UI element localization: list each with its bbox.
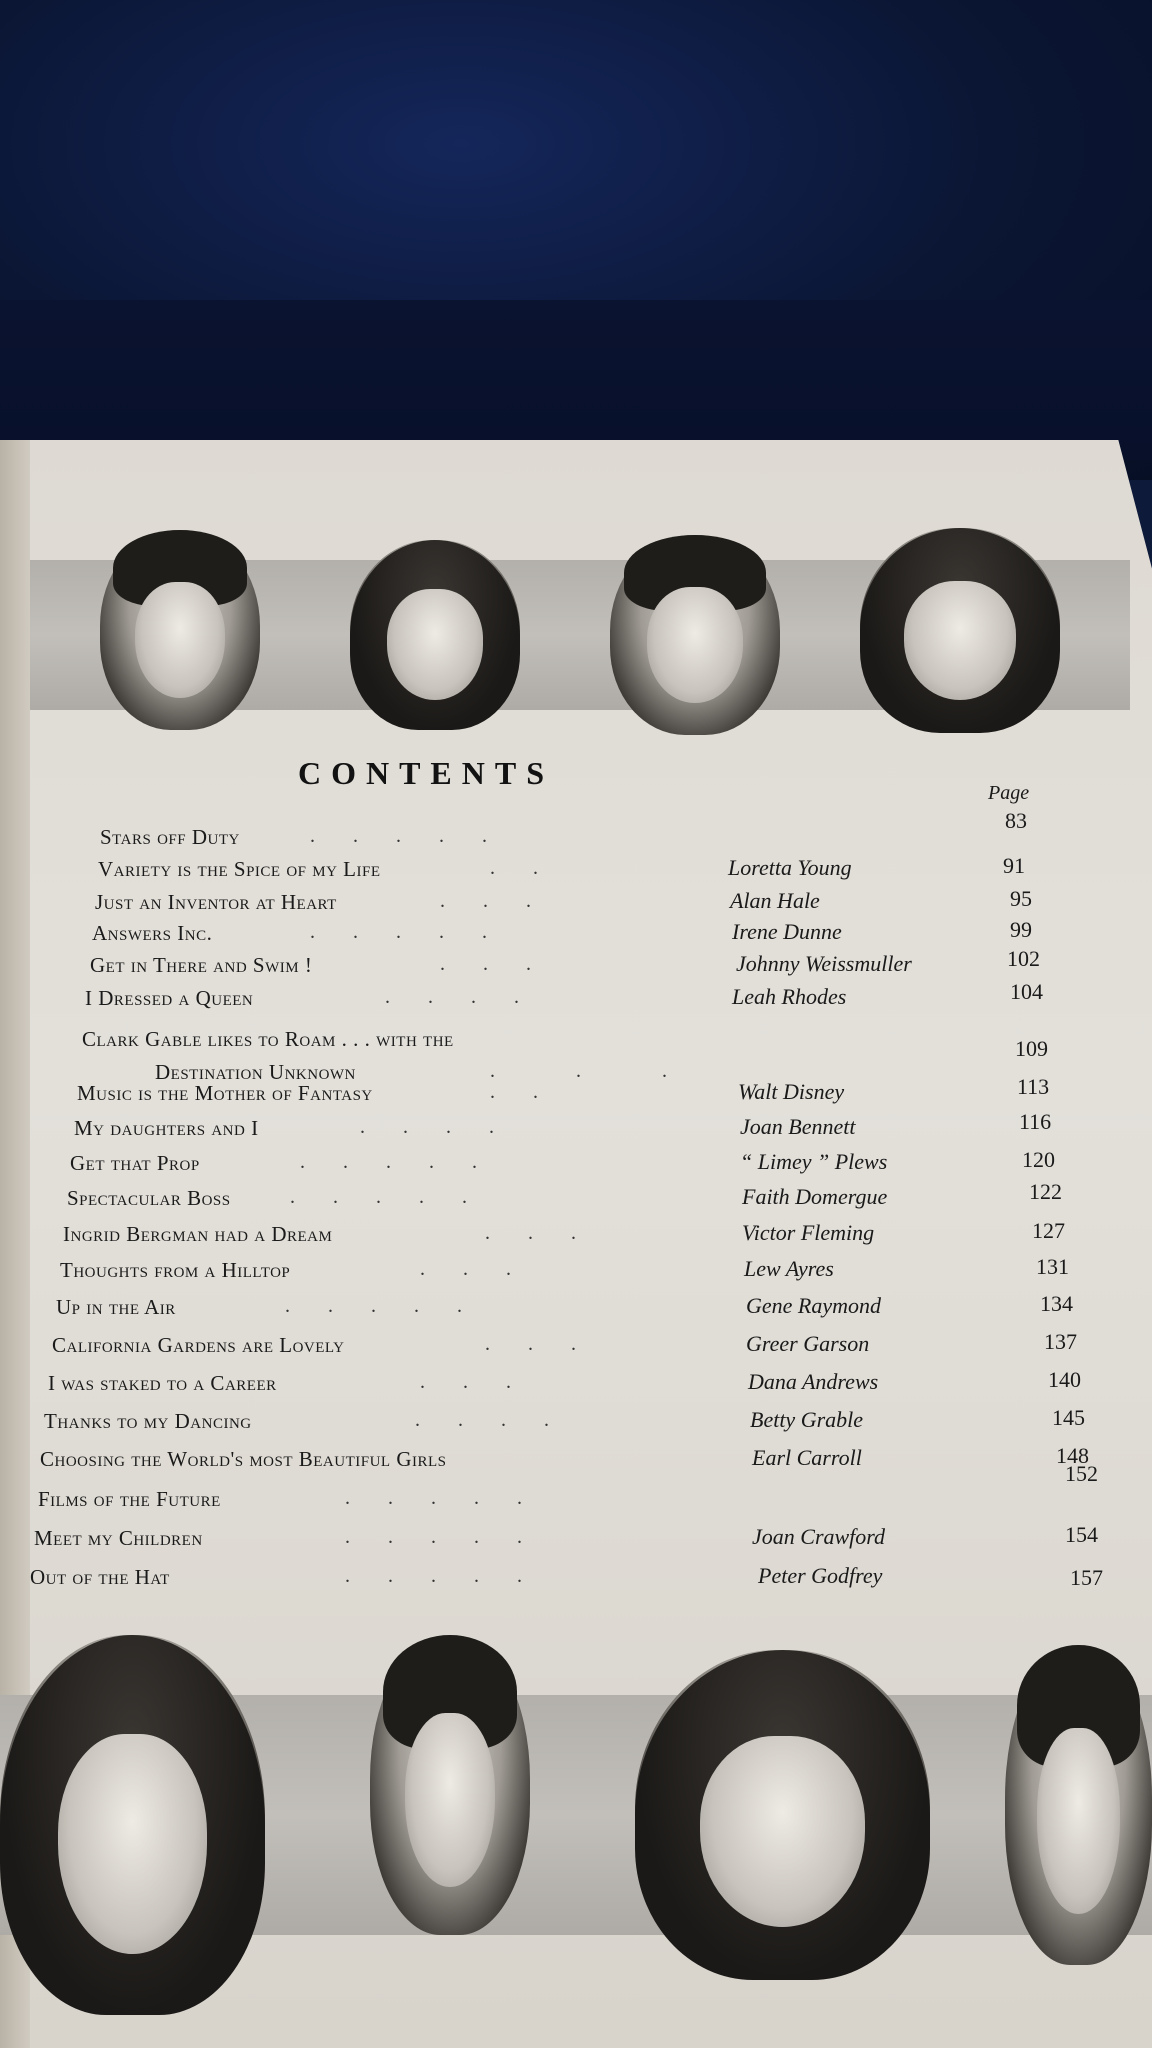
leader-dots: .... xyxy=(360,1116,532,1138)
portrait-photo xyxy=(0,1635,265,2015)
leader-dots: ... xyxy=(420,1258,549,1280)
leader-dots: .. xyxy=(490,1081,576,1103)
toc-entry-page: 95 xyxy=(1010,886,1032,911)
toc-entry-author: Irene Dunne xyxy=(732,919,842,944)
toc-entry-title: Up in the Air xyxy=(56,1295,176,1319)
toc-entry-author: Victor Fleming xyxy=(742,1220,875,1245)
toc-entry-title: I was staked to a Career xyxy=(48,1371,277,1395)
toc-entry-page: 154 xyxy=(1065,1522,1098,1547)
toc-entry-title: Films of the Future xyxy=(38,1487,221,1511)
toc-entry-title: Thanks to my Dancing xyxy=(44,1409,252,1433)
toc-entry-title: Variety is the Spice of my Life xyxy=(98,857,381,881)
leader-dots: ..... xyxy=(310,825,525,847)
toc-entry-title: Meet my Children xyxy=(34,1526,203,1550)
leader-dots: ..... xyxy=(285,1295,500,1317)
toc-entry-page: 157 xyxy=(1070,1565,1103,1590)
toc-entry-title: Just an Inventor at Heart xyxy=(95,890,337,914)
portrait-photo xyxy=(610,535,780,735)
portrait-photo xyxy=(860,528,1060,733)
toc-entry-author: Lew Ayres xyxy=(744,1256,834,1281)
leader-dots: ... xyxy=(440,953,569,975)
leader-dots: ..... xyxy=(345,1487,560,1509)
toc-entry-page: 113 xyxy=(1017,1074,1050,1099)
toc-entry-page: 137 xyxy=(1044,1329,1077,1354)
toc-entry-page: 102 xyxy=(1007,946,1040,971)
leader-dots: ... xyxy=(420,1371,549,1393)
toc-entry-author: Greer Garson xyxy=(746,1331,870,1356)
toc-entry-title: Out of the Hat xyxy=(30,1565,170,1589)
toc-entry-author: Johnny Weissmuller xyxy=(736,951,912,976)
leader-dots: .... xyxy=(385,986,557,1008)
toc-entry-author: Joan Bennett xyxy=(740,1114,856,1139)
toc-entry-page: 127 xyxy=(1032,1218,1065,1243)
toc-entry-title: Get that Prop xyxy=(70,1151,200,1175)
toc-entry-page: 152 xyxy=(1065,1461,1098,1486)
toc-entry-author: Earl Carroll xyxy=(752,1445,862,1470)
fabric-fold xyxy=(0,300,1152,460)
toc-entry-author: Joan Crawford xyxy=(752,1524,886,1549)
toc-entry-title: Clark Gable likes to Roam . . . with the xyxy=(82,1027,454,1051)
portrait-photo xyxy=(350,540,520,730)
toc-entry-title: Spectacular Boss xyxy=(67,1186,231,1210)
toc-entry-page: 91 xyxy=(1003,853,1025,878)
leader-dots: .. xyxy=(490,857,576,879)
toc-entry-title: Stars off Duty xyxy=(100,825,240,849)
toc-entry-page: 109 xyxy=(1015,1036,1048,1061)
leader-dots: ... xyxy=(485,1222,614,1244)
portrait-photo xyxy=(635,1650,930,1980)
contents-heading: CONTENTS xyxy=(297,755,555,791)
toc-entry-title: Ingrid Bergman had a Dream xyxy=(63,1222,333,1246)
toc-entry-title: Choosing the World's most Beautiful Girls xyxy=(40,1447,447,1471)
leader-dots: ..... xyxy=(300,1151,515,1173)
page-column-label: Page xyxy=(988,782,1030,804)
toc-entry-page: 145 xyxy=(1052,1405,1085,1430)
leader-dots: ... xyxy=(440,890,569,912)
leader-dots: ..... xyxy=(290,1186,505,1208)
toc-entry-page: 131 xyxy=(1036,1254,1069,1279)
portrait-photo xyxy=(370,1635,530,1935)
toc-entry-author: Faith Domergue xyxy=(742,1184,888,1209)
toc-entry-page: 140 xyxy=(1048,1367,1081,1392)
toc-entry-page: 99 xyxy=(1010,917,1032,942)
toc-entry-page: 122 xyxy=(1029,1179,1062,1204)
toc-entry-author: “ Limey ” Plews xyxy=(740,1149,888,1174)
toc-entry-title: California Gardens are Lovely xyxy=(52,1333,345,1357)
toc-entry-title: Thoughts from a Hilltop xyxy=(60,1258,291,1282)
toc-entry-title: I Dressed a Queen xyxy=(85,986,254,1010)
toc-entry-author: Betty Grable xyxy=(750,1407,864,1432)
toc-entry-page: 104 xyxy=(1010,979,1043,1004)
toc-entry-author: Gene Raymond xyxy=(746,1293,882,1318)
toc-entry-author: Peter Godfrey xyxy=(758,1563,883,1588)
toc-entry-title: Answers Inc. xyxy=(92,921,213,945)
toc-entry-page: 116 xyxy=(1019,1109,1052,1134)
leader-dots: .... xyxy=(415,1409,587,1431)
toc-entry-author: Walt Disney xyxy=(738,1079,845,1104)
toc-entry-page: 83 xyxy=(1005,808,1027,833)
toc-entry-title: My daughters and I xyxy=(74,1116,259,1140)
toc-entry-author: Loretta Young xyxy=(728,855,852,880)
portrait-photo xyxy=(100,530,260,730)
toc-entry-page: 134 xyxy=(1040,1291,1073,1316)
portrait-photo xyxy=(1005,1645,1152,1965)
leader-dots: ..... xyxy=(345,1526,560,1548)
toc-entry-author: Leah Rhodes xyxy=(732,984,847,1009)
toc-entry-title-continued: Destination Unknown xyxy=(155,1060,356,1084)
leader-dots: ..... xyxy=(345,1565,560,1587)
leader-dots: ..... xyxy=(310,921,525,943)
leader-dots: ... xyxy=(485,1333,614,1355)
toc-entry-title: Music is the Mother of Fantasy xyxy=(77,1081,373,1105)
toc-entry-author: Dana Andrews xyxy=(748,1369,879,1394)
toc-entry-author: Alan Hale xyxy=(730,888,820,913)
leader-dots: . . . xyxy=(490,1060,705,1082)
toc-entry-page: 148 xyxy=(1056,1443,1089,1468)
toc-entry-title: Get in There and Swim ! xyxy=(90,953,313,977)
toc-entry-page: 120 xyxy=(1022,1147,1055,1172)
